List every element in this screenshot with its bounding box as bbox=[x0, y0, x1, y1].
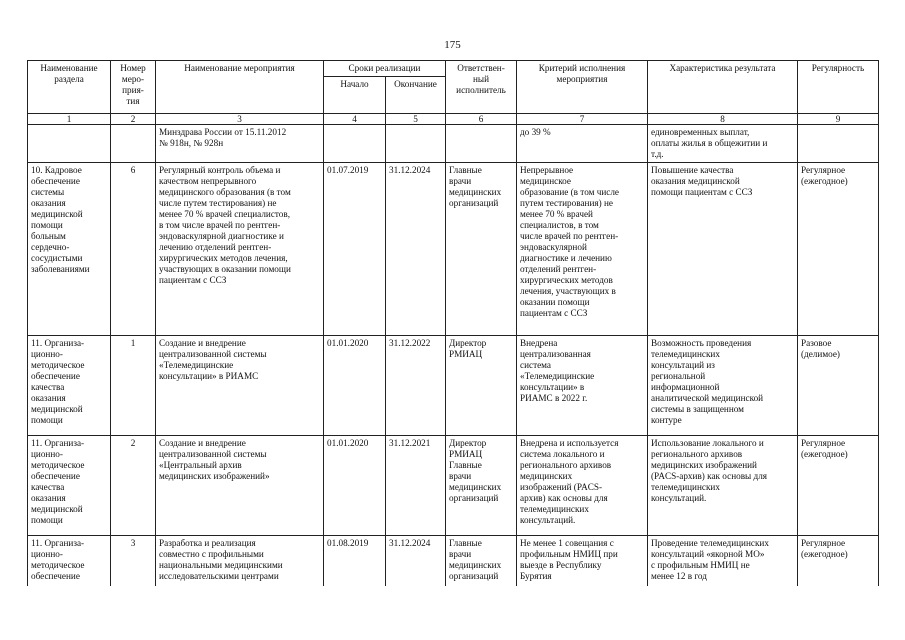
cell-number bbox=[111, 125, 156, 163]
table-row bbox=[28, 125, 879, 163]
column-number-row bbox=[28, 114, 879, 125]
cell-criterion: Внедрена и используется система локального и регионального архивов медицинских изображений (PACS- архив) как основы для телемедицинских консультаций. bbox=[517, 436, 648, 536]
column-number: 3 bbox=[156, 114, 324, 125]
page-number: 175 bbox=[444, 39, 461, 51]
cell-activity: Минздрава России от 15.11.2012 № 918н, № 928н bbox=[156, 125, 324, 163]
column-number: 9 bbox=[798, 114, 879, 125]
cell-result: единовременных выплат, оплаты жилья в общежитии и т.д. bbox=[648, 125, 798, 163]
header-timeline: Сроки реализации bbox=[324, 61, 446, 77]
cell-section bbox=[28, 125, 111, 163]
column-number: 6 bbox=[446, 114, 517, 125]
cell-regularity: Регулярное (ежегодное) bbox=[798, 163, 879, 336]
cell-result: Использование локального и регионального архивов медицинских изображений (PACS-архив) как основы для телемедицинских консультаций. bbox=[648, 436, 798, 536]
cell-responsible: Директор РМИАЦ bbox=[446, 336, 517, 436]
cell-end bbox=[386, 125, 446, 163]
cell-end: 31.12.2022 bbox=[386, 336, 446, 436]
cell-responsible: Главные врачи медицинских организаций bbox=[446, 536, 517, 586]
cell-activity: Разработка и реализация совместно с профильными национальными медицинскими исследовательскими центрами bbox=[156, 536, 324, 586]
cell-regularity: Разовое (делимое) bbox=[798, 336, 879, 436]
column-number: 7 bbox=[517, 114, 648, 125]
activities-table bbox=[27, 60, 879, 586]
table-row bbox=[28, 536, 879, 586]
cell-regularity bbox=[798, 125, 879, 163]
cell-result: Возможность проведения телемедицинских консультаций из региональной информационной аналитической медицинской системы в защищенном контуре bbox=[648, 336, 798, 436]
cell-number: 1 bbox=[111, 336, 156, 436]
header-criterion: Критерий исполнения мероприятия bbox=[517, 61, 648, 114]
cell-end: 31.12.2024 bbox=[386, 163, 446, 336]
cell-responsible: Главные врачи медицинских организаций bbox=[446, 163, 517, 336]
cell-start bbox=[324, 125, 386, 163]
cell-criterion: Внедрена централизованная система «Телемедицинские консультации» в РИАМС в 2022 г. bbox=[517, 336, 648, 436]
cell-section: 10. Кадровое обеспечение системы оказания медицинской помощи больным сердечно- сосудистыми заболеваниями bbox=[28, 163, 111, 336]
cell-criterion: до 39 % bbox=[517, 125, 648, 163]
column-number: 4 bbox=[324, 114, 386, 125]
cell-end: 31.12.2021 bbox=[386, 436, 446, 536]
header-end: Окончание bbox=[386, 77, 446, 114]
cell-number: 6 bbox=[111, 163, 156, 336]
header-activity-name: Наименование мероприятия bbox=[156, 61, 324, 114]
cell-result: Повышение качества оказания медицинской помощи пациентам с ССЗ bbox=[648, 163, 798, 336]
column-number: 8 bbox=[648, 114, 798, 125]
cell-section: 11. Организа- ционно- методическое обеспечение качества оказания медицинской помощи bbox=[28, 336, 111, 436]
cell-section: 11. Организа- ционно- методическое обеспечение качества оказания медицинской помощи bbox=[28, 436, 111, 536]
cell-end: 31.12.2024 bbox=[386, 536, 446, 586]
cell-start: 01.01.2020 bbox=[324, 436, 386, 536]
header-start: Начало bbox=[324, 77, 386, 114]
cell-start: 01.01.2020 bbox=[324, 336, 386, 436]
cell-responsible bbox=[446, 125, 517, 163]
cell-start: 01.07.2019 bbox=[324, 163, 386, 336]
column-number: 2 bbox=[111, 114, 156, 125]
cell-regularity: Регулярное (ежегодное) bbox=[798, 436, 879, 536]
cell-activity: Создание и внедрение централизованной системы «Телемедицинские консультации» в РИАМС bbox=[156, 336, 324, 436]
header-activity-number: Номер меро- прия- тия bbox=[111, 61, 156, 114]
cell-number: 2 bbox=[111, 436, 156, 536]
header-regularity: Регулярность bbox=[798, 61, 879, 114]
column-number: 5 bbox=[386, 114, 446, 125]
column-number: 1 bbox=[28, 114, 111, 125]
cell-start: 01.08.2019 bbox=[324, 536, 386, 586]
table-row bbox=[28, 336, 879, 436]
header-row bbox=[28, 61, 879, 77]
cell-activity: Регулярный контроль объема и качеством непрерывного медицинского образования (в том числе путем тестирования) не менее 70 % врачей специалистов, в том числе врачей по рентген- эндоваскулярной диагностике и лечению отделений рентген- хирургических методов лечения, участвующих в оказании помощи пациентам с ССЗ bbox=[156, 163, 324, 336]
cell-responsible: Директор РМИАЦ Главные врачи медицинских организаций bbox=[446, 436, 517, 536]
header-section: Наименование раздела bbox=[28, 61, 111, 114]
cell-section: 11. Организа- ционно- методическое обеспечение bbox=[28, 536, 111, 586]
cell-criterion: Не менее 1 совещания с профильным НМИЦ при выезде в Республику Бурятия bbox=[517, 536, 648, 586]
cell-regularity: Регулярное (ежегодное) bbox=[798, 536, 879, 586]
cell-activity: Создание и внедрение централизованной системы «Центральный архив медицинских изображений» bbox=[156, 436, 324, 536]
cell-criterion: Непрерывное медицинское образование (в том числе путем тестирования) не менее 70 % врачей специалистов, в том числе врачей по рентген- эндоваскулярной диагностике и лечению отделений рентген- хирургических методов лечения, участвующих в оказании помощи пациентам с ССЗ bbox=[517, 163, 648, 336]
cell-number: 3 bbox=[111, 536, 156, 586]
table-row bbox=[28, 436, 879, 536]
header-responsible: Ответствен- ный исполнитель bbox=[446, 61, 517, 114]
header-result: Характеристика результата bbox=[648, 61, 798, 114]
cell-result: Проведение телемедицинских консультаций «якорной МО» с профильным НМИЦ не менее 12 в год bbox=[648, 536, 798, 586]
table-row bbox=[28, 163, 879, 336]
